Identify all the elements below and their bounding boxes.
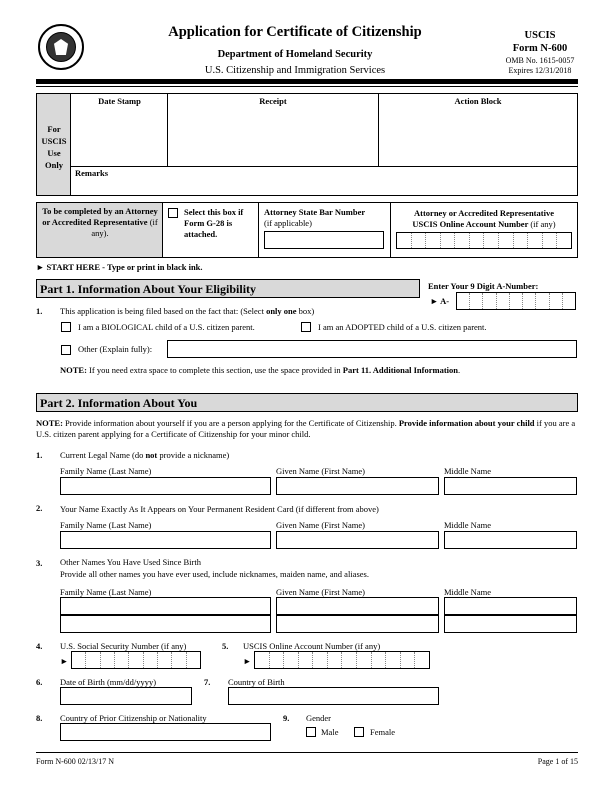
bar-number-field[interactable] [264, 231, 384, 249]
uscis-online-account-field[interactable] [254, 651, 430, 669]
p2-q8-number: 8. [36, 713, 43, 723]
q3-middle-field-1[interactable] [444, 597, 577, 615]
q3-family-field-2[interactable] [60, 615, 271, 633]
p2-q6-number: 6. [36, 677, 43, 687]
attorney-online-account-field[interactable] [396, 232, 572, 249]
header-rule-thin [36, 86, 578, 87]
p2-q3-text: Other Names You Have Used Since Birth [60, 557, 201, 567]
ssn-field[interactable] [71, 651, 201, 669]
q2-given-field[interactable] [276, 531, 439, 549]
p2-q1-number: 1. [36, 450, 43, 460]
other-explain-field[interactable] [167, 340, 577, 358]
part2-heading: Part 2. Information About You [36, 393, 578, 412]
p1-q1-text: This application is being filed based on the fact that: (Select only one box) [60, 306, 315, 316]
p2-q9-number: 9. [283, 713, 290, 723]
bar-applicable-label: (if applicable) [264, 218, 312, 228]
q1-family-field[interactable] [60, 477, 271, 495]
p2-q4-number: 4. [36, 641, 43, 651]
p1-q1-number: 1. [36, 306, 43, 316]
p2-q5-text: USCIS Online Account Number (if any) [243, 641, 381, 651]
female-checkbox[interactable] [354, 727, 364, 737]
p2-q3-number: 3. [36, 558, 43, 568]
p1-note: NOTE: If you need extra space to complete this section, use the space provided in Part 11. Additional Information. [60, 365, 461, 375]
p2-q5-number: 5. [222, 641, 229, 651]
q3-given-label: Given Name (First Name) [276, 587, 365, 597]
other-checkbox[interactable] [61, 345, 71, 355]
expiration-date: Expires 12/31/2018 [508, 66, 572, 75]
q2-given-label: Given Name (First Name) [276, 520, 365, 530]
prior-citizenship-field[interactable] [60, 723, 271, 741]
header-rule [36, 79, 578, 84]
footer-form-version: Form N-600 02/13/17 N [36, 757, 114, 766]
q3-given-field-1[interactable] [276, 597, 439, 615]
date-of-birth-field[interactable] [60, 687, 192, 705]
footer-page-number: Page 1 of 15 [537, 757, 578, 766]
a-number-prefix: ► A- [430, 296, 450, 306]
q3-middle-field-2[interactable] [444, 615, 577, 633]
male-label: Male [321, 727, 339, 737]
form-number: Form N-600 [512, 43, 568, 54]
biological-child-label: I am a BIOLOGICAL child of a U.S. citizen parent. [78, 322, 255, 332]
male-checkbox[interactable] [306, 727, 316, 737]
q3-middle-label: Middle Name [444, 587, 491, 597]
action-block-label: Action Block [454, 96, 502, 106]
online-account-arrow: ► [243, 656, 252, 666]
q2-middle-field[interactable] [444, 531, 577, 549]
omb-number: OMB No. 1615-0057 [505, 56, 575, 65]
form-title: Application for Certificate of Citizenship [168, 24, 422, 40]
q1-middle-label: Middle Name [444, 466, 491, 476]
start-here-instruction: ► START HERE - Type or print in black ink. [36, 262, 203, 272]
p2-q7-text: Country of Birth [228, 677, 285, 687]
q1-family-label: Family Name (Last Name) [60, 466, 152, 476]
q3-family-label: Family Name (Last Name) [60, 587, 152, 597]
g28-attached-checkbox[interactable] [168, 208, 178, 218]
q3-family-field-1[interactable] [60, 597, 271, 615]
footer-rule [36, 752, 578, 753]
adopted-child-checkbox[interactable] [301, 322, 311, 332]
country-of-birth-field[interactable] [228, 687, 439, 705]
p2-q8-text: Country of Prior Citizenship or Nationality [60, 713, 207, 723]
part1-heading: Part 1. Information About Your Eligibility [36, 279, 420, 298]
online-account-label: Attorney or Accredited Representative USCIS Online Account Number (if any) [412, 208, 556, 229]
p2-note: NOTE: Provide information about yourself if you are a person applying for the Certificate of Citizenship. Provide information about your child if you are a U.S. citizen parent applying for a Certificate of Citizenship for your minor child. [36, 418, 576, 439]
a-number-label: Enter Your 9 Digit A-Number: [428, 281, 539, 291]
attorney-completed-label: To be completed by an Attorney or Accredited Representative (if any). [42, 206, 158, 238]
uscis-label: USCIS [524, 30, 556, 41]
bar-number-label: Attorney State Bar Number [264, 207, 366, 217]
q3-given-field-2[interactable] [276, 615, 439, 633]
q1-given-label: Given Name (First Name) [276, 466, 365, 476]
receipt-label: Receipt [259, 96, 287, 106]
g28-label: Select this box if Form G-28 is attached. [184, 207, 244, 239]
p2-q4-text: U.S. Social Security Number (if any) [60, 641, 187, 651]
ssn-arrow: ► [60, 656, 69, 666]
adopted-child-label: I am an ADOPTED child of a U.S. citizen parent. [318, 322, 487, 332]
other-label: Other (Explain fully): [78, 344, 153, 354]
p2-q2-text: Your Name Exactly As It Appears on Your Permanent Resident Card (if different from above) [60, 504, 379, 514]
a-number-field[interactable] [456, 292, 576, 310]
q2-family-label: Family Name (Last Name) [60, 520, 152, 530]
p2-q6-text: Date of Birth (mm/dd/yyyy) [60, 677, 157, 687]
p2-q7-number: 7. [204, 677, 211, 687]
q1-middle-field[interactable] [444, 477, 577, 495]
department-name: Department of Homeland Security [217, 49, 373, 60]
remarks-label: Remarks [75, 168, 109, 178]
female-label: Female [370, 727, 396, 737]
date-stamp-label: Date Stamp [98, 96, 141, 106]
biological-child-checkbox[interactable] [61, 322, 71, 332]
q2-family-field[interactable] [60, 531, 271, 549]
q2-middle-label: Middle Name [444, 520, 491, 530]
p2-q3-subtext: Provide all other names you have ever used, include nicknames, maiden name, and aliases. [60, 569, 369, 579]
agency-name: U.S. Citizenship and Immigration Services [204, 65, 386, 76]
q1-given-field[interactable] [276, 477, 439, 495]
office-use-box [36, 93, 578, 196]
p2-q2-number: 2. [36, 503, 43, 513]
p2-q1-text: Current Legal Name (do not provide a nickname) [60, 450, 230, 460]
office-use-label: For USCIS Use Only [41, 124, 67, 170]
p2-q9-text: Gender [306, 713, 332, 723]
dhs-seal [38, 24, 84, 70]
